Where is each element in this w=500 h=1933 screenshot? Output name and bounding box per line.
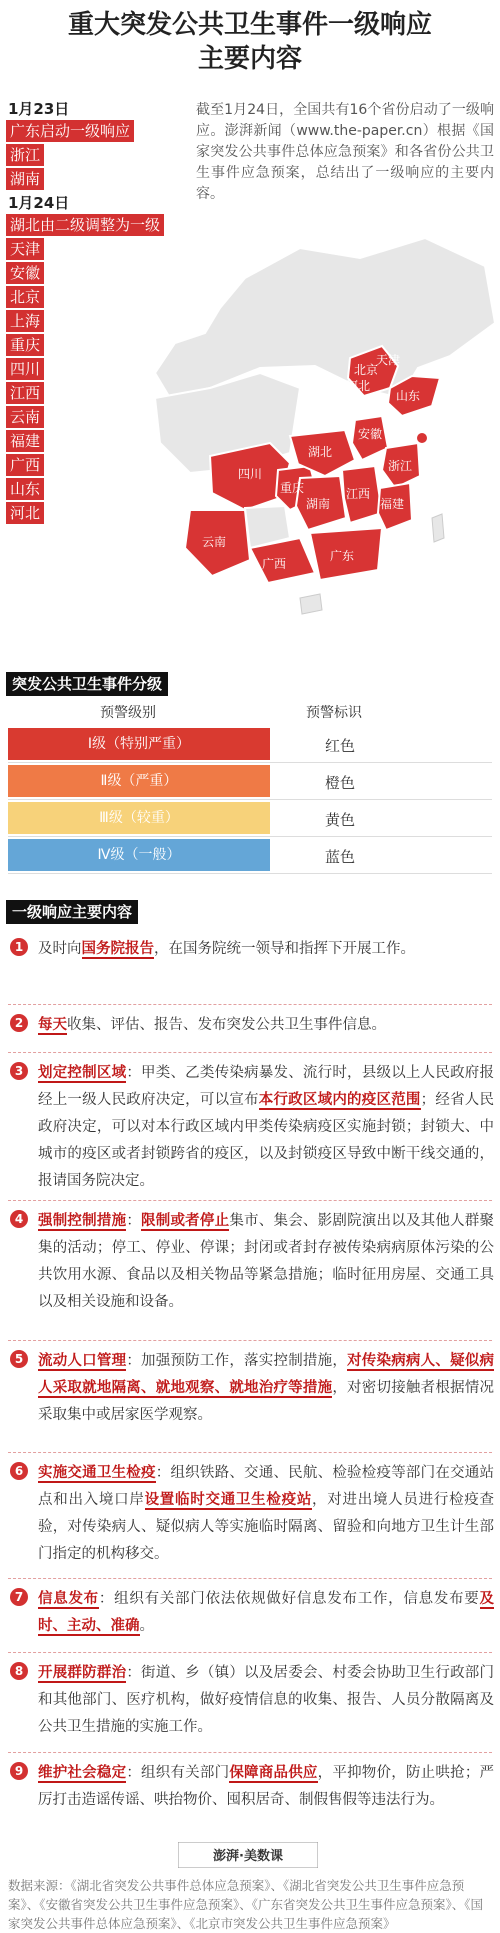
svg-text:澎湃·美数课: 澎湃·美数课 [213, 1849, 283, 1864]
response-section-title: 一级响应主要内容 [6, 900, 138, 924]
title-line-1: 重大突发公共卫生事件一级响应 [67, 10, 432, 40]
body-text: 。 [139, 1618, 154, 1634]
body-text: ，对进出境人员进行检疫查验，对传染病人、疑似病人等实施临时隔离、留验和向地方卫生计生部门指定的机构移交。 [38, 1492, 495, 1562]
response-item-text [38, 1760, 494, 1814]
response-item-text [38, 1208, 494, 1316]
data-source-note: 数据来源：《湖北省突发公共事件总体应急预案》、《湖北省突发公共卫生事件应急预案》、《安徽省突发公共卫生事件应急预案》、《广东省突发公共卫生事件应急预案》、《国家突发公共事件总体应急预案》、《北京市突发公共卫生事件应急预案》 [8, 1878, 484, 1931]
map-label: 湖北 [308, 445, 333, 459]
map-label: 浙江 [388, 459, 413, 473]
body-text: ：甲类、乙类传染病暴发、流行时，县级以上人民政府报经上一级人民政府决定，可以宣布 [38, 1065, 495, 1108]
province-tag: 上海 [6, 310, 44, 332]
response-item-text [38, 1012, 494, 1039]
response-item-text [38, 1460, 494, 1568]
province-tag: 四川 [6, 358, 44, 380]
map-label: 广西 [262, 557, 287, 571]
map-label: 山东 [396, 389, 421, 403]
grading-divider [8, 799, 492, 800]
response-item-text [38, 1060, 494, 1195]
china-map [150, 238, 500, 628]
province-tag: 安徽 [6, 262, 44, 284]
response-item-number: 1 [10, 938, 28, 956]
map-label: 安徽 [358, 427, 383, 441]
body-text: ，平抑物价，防止哄抢；严厉打击造谣传谣、哄抬物价、囤积居奇、制假售假等违法行为。 [38, 1765, 495, 1808]
province-tag: 山东 [6, 478, 44, 500]
highlight-text: 及时、主动、准确 [38, 1591, 495, 1634]
province-tag: 云南 [6, 406, 44, 428]
region-hainan [300, 594, 322, 614]
province-tag: 浙江 [6, 144, 44, 166]
body-text: ：街道、乡（镇）以及居委会、村委会协助卫生行政部门和其他部门、医疗机构，做好疫情信息的收集、报告、人员分散隔离及公共卫生措施的实施工作。 [38, 1665, 495, 1735]
item-divider [8, 1052, 492, 1053]
body-text: ，在国务院统一领导和指挥下开展工作。 [154, 941, 415, 957]
grading-level-bar: Ⅲ级（较重） [8, 802, 270, 834]
grading-level-mark: 黄色 [324, 811, 355, 829]
map-label: 广东 [330, 549, 355, 563]
highlight-text: 每天 [38, 1017, 67, 1033]
map-base-shape [155, 238, 495, 398]
highlight-text: 实施交通卫生检疫 [38, 1465, 156, 1481]
item-divider [8, 1452, 492, 1453]
body-text: ：组织铁路、交通、民航、检验检疫等部门在交通站点和出入境口岸 [38, 1465, 494, 1508]
response-item-number: 8 [10, 1662, 28, 1680]
highlight-text: 开展群防群治 [38, 1665, 127, 1681]
body-text: ；经省人民政府决定，可以对本行政区域内甲类传染病疫区实施封锁；封锁大、中城市的疫区或者封锁跨省的疫区，以及封锁疫区导致中断干线交通的，报请国务院决定。 [38, 1092, 495, 1189]
response-item-text [38, 1660, 494, 1741]
grading-level-bar: Ⅳ级（一般） [8, 839, 270, 871]
highlight-text: 强制控制措施 [38, 1213, 127, 1229]
grading-level-mark: 红色 [324, 737, 355, 755]
province-tag: 江西 [6, 382, 44, 404]
grading-level-mark: 橙色 [324, 774, 355, 792]
province-tag: 天津 [6, 238, 44, 260]
title-line-2: 主要内容 [197, 44, 302, 74]
map-label: 重庆 [280, 481, 305, 495]
body-text: 收集、评估、报告、发布突发公共卫生事件信息。 [67, 1017, 386, 1033]
highlight-text: 维护社会稳定 [38, 1765, 127, 1781]
province-tag: 湖北由二级调整为一级 [6, 214, 164, 236]
region-shanghai [416, 432, 428, 444]
map-label: 四川 [238, 467, 263, 481]
highlight-text: 流动人口管理 [38, 1353, 127, 1369]
item-divider [8, 1340, 492, 1341]
response-item-number: 5 [10, 1350, 28, 1368]
highlight-text: 本行政区域内的疫区范围 [258, 1092, 421, 1108]
grading-divider [8, 762, 492, 763]
province-tag: 福建 [6, 430, 44, 452]
grading-level-bar: Ⅰ级（特别严重） [8, 728, 270, 760]
intro-paragraph: 截至1月24日，全国共有16个省份启动了一级响应。澎湃新闻（www.the-paper.cn）根据《国家突发公共事件总体应急预案》和各省份公共卫生事件应急预案，总结出了一级响应的主要内容。 [196, 102, 494, 202]
grading-col-mark: 预警标识 [306, 705, 362, 721]
response-item-text [38, 936, 494, 963]
highlight-text: 信息发布 [38, 1591, 99, 1607]
highlight-text: 设置临时交通卫生检疫站 [144, 1492, 313, 1508]
highlight-text: 保障商品供应 [229, 1765, 318, 1781]
province-tag: 北京 [6, 286, 44, 308]
grading-col-level: 预警级别 [100, 705, 156, 721]
province-tag: 河北 [6, 502, 44, 524]
item-divider [8, 1578, 492, 1579]
item-divider [8, 1200, 492, 1201]
body-text: ：组织有关部门依法依规做好信息发布工作，信息发布要 [98, 1591, 480, 1607]
date-label-2: 1月24日 [8, 194, 70, 212]
grading-level-bar: Ⅱ级（严重） [8, 765, 270, 797]
response-item-number: 7 [10, 1588, 28, 1606]
map-label: 天津 [376, 353, 401, 367]
map-label: 江西 [346, 487, 371, 501]
province-tag: 重庆 [6, 334, 44, 356]
body-text: ： [126, 1213, 142, 1229]
body-text: 集市、集会、影剧院演出以及其他人群聚集的活动；停工、停业、停课；封闭或者封存被传染病病原体污染的公共饮用水源、食品以及相关物品等紧急措施；临时征用房屋、交通工具以及相关设施和设备。 [38, 1213, 495, 1310]
pengpai-logo [178, 1842, 318, 1868]
response-item-text [38, 1348, 494, 1429]
map-label: 北京 [354, 363, 379, 377]
item-divider [8, 1652, 492, 1653]
body-text: ：加强预防工作，落实控制措施， [126, 1353, 348, 1369]
grading-divider [8, 836, 492, 837]
response-item-text [38, 1586, 494, 1640]
grading-divider [8, 873, 492, 874]
body-text: ，对密切接触者根据情况采取集中或居家医学观察。 [38, 1380, 495, 1423]
response-item-number: 2 [10, 1014, 28, 1032]
map-label: 湖南 [306, 497, 331, 511]
highlight-text: 划定控制区域 [38, 1065, 127, 1081]
map-label: 上海 [428, 423, 453, 437]
map-label: 河北 [346, 379, 371, 393]
body-text: ：组织有关部门 [126, 1765, 230, 1781]
response-item-number: 9 [10, 1762, 28, 1780]
map-label: 云南 [202, 535, 227, 549]
grading-level-mark: 蓝色 [324, 848, 355, 866]
region-taiwan [432, 514, 444, 542]
highlight-text: 对传染病病人、疑似病人采取就地隔离、就地观察、就地治疗等措施 [38, 1353, 495, 1396]
map-label: 福建 [380, 497, 405, 511]
province-tag: 广东启动一级响应 [6, 120, 134, 142]
item-divider [8, 1004, 492, 1005]
highlight-text: 限制或者停止 [141, 1213, 230, 1229]
item-divider [8, 1752, 492, 1753]
highlight-text: 国务院报告 [81, 941, 154, 957]
response-item-number: 3 [10, 1062, 28, 1080]
province-tag: 湖南 [6, 168, 44, 190]
response-item-number: 6 [10, 1462, 28, 1480]
province-tag: 广西 [6, 454, 44, 476]
date-label-1: 1月23日 [8, 100, 70, 118]
response-item-number: 4 [10, 1210, 28, 1228]
page-title [0, 8, 500, 76]
grading-section-title: 突发公共卫生事件分级 [6, 672, 168, 696]
body-text: 及时向 [38, 941, 82, 957]
